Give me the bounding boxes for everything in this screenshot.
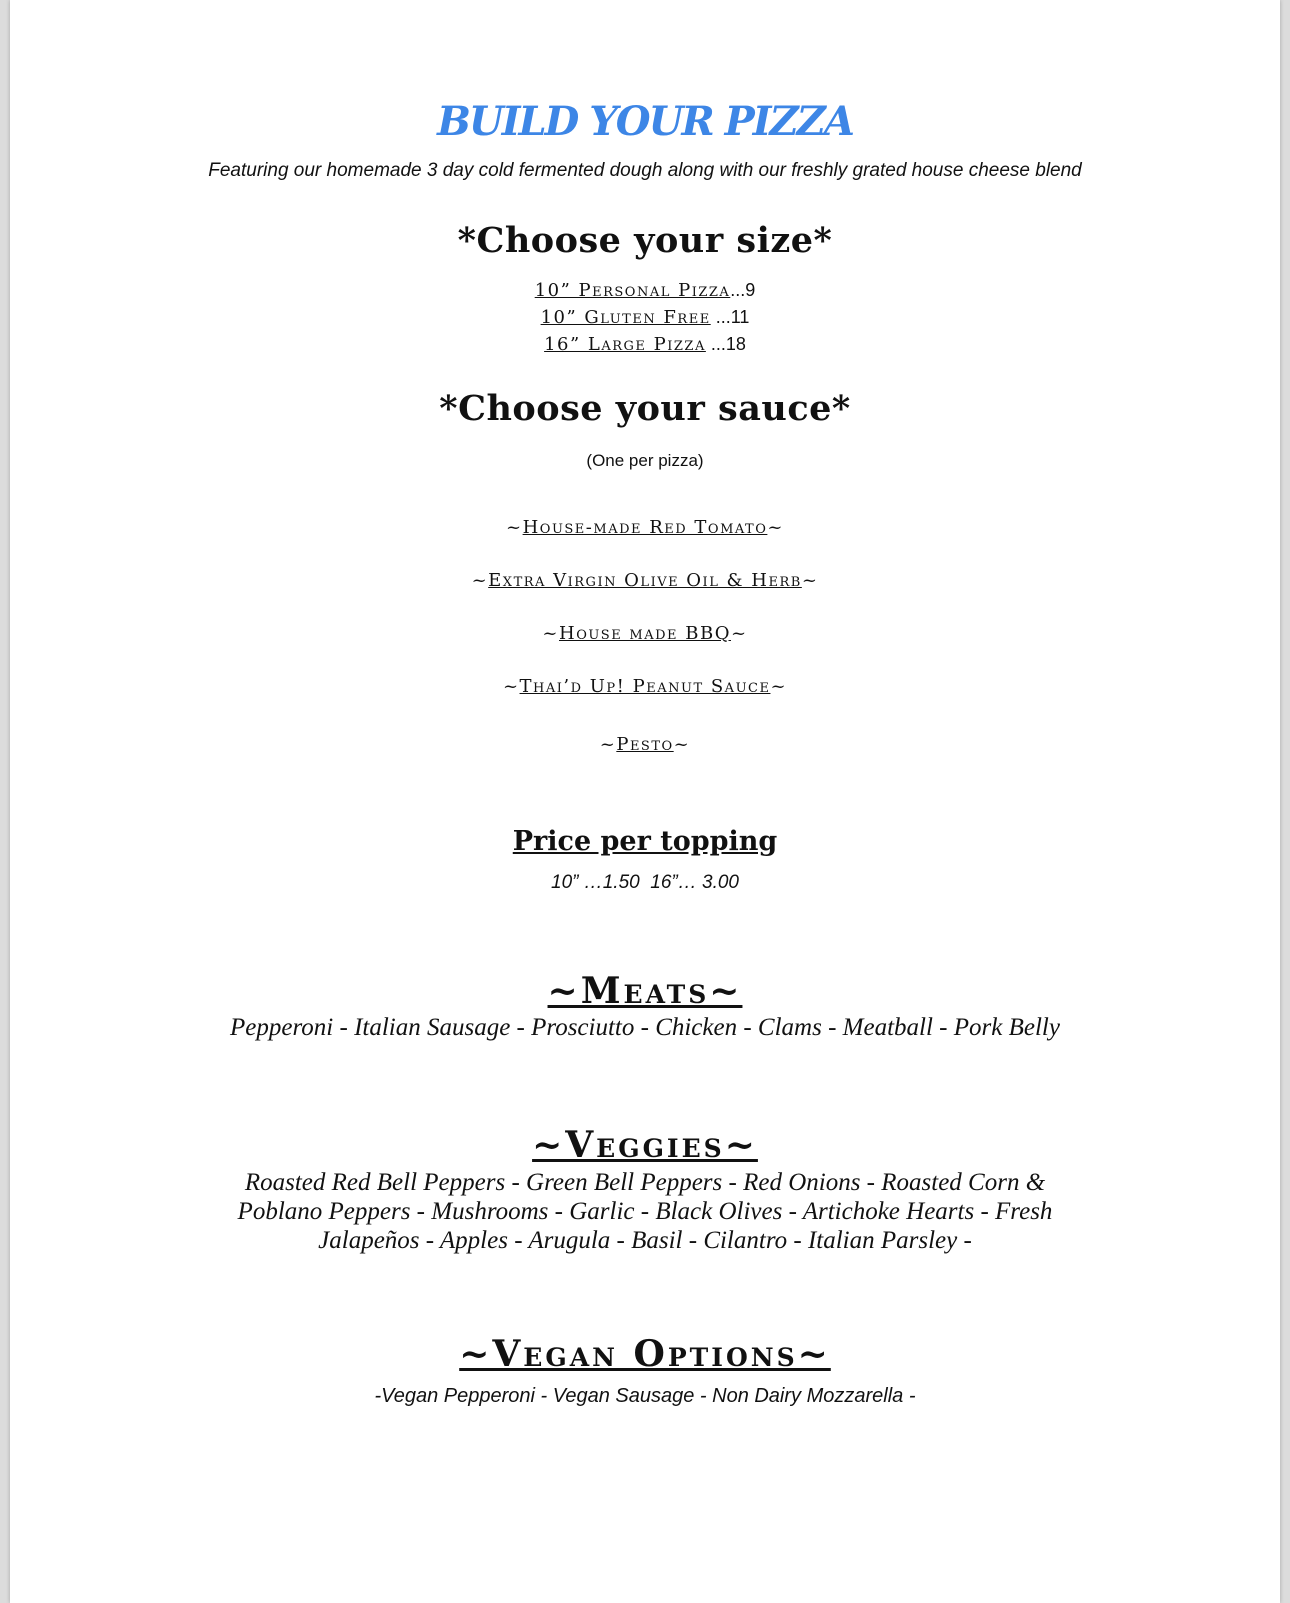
size-heading: *Choose your size* (457, 220, 833, 261)
sauce-item-name: Pesto (616, 734, 674, 755)
veggies-line: Poblano Peppers - Mushrooms - Garlic - Black Olives - Artichoke Hearts - Fresh (237, 1198, 1053, 1225)
sauce-item: ~House made BBQ~ (542, 623, 748, 644)
page-subtitle: Featuring our homemade 3 day cold fermented dough along with our freshly grated house cheese blend (208, 160, 1082, 181)
size-list (10, 277, 1280, 358)
menu-page (10, 0, 1280, 1603)
veggies-line: Roasted Red Bell Peppers - Green Bell Peppers - Red Onions - Roasted Corn & (244, 1169, 1046, 1196)
vegan-list: -Vegan Pepperoni - Vegan Sausage - Non Dairy Mozzarella - (374, 1385, 916, 1407)
sauce-item: ~Pesto~ (599, 734, 691, 755)
meats-list: Pepperoni - Italian Sausage - Prosciutto - Chicken - Clams - Meatball - Pork Belly (230, 1014, 1060, 1041)
sauce-item-name: House made BBQ (559, 623, 731, 644)
sauce-item: ~Extra Virgin Olive Oil & Herb~ (471, 570, 819, 591)
size-item-price: ...11 (710, 307, 750, 327)
size-item-name: 10” Gluten Free (540, 307, 711, 328)
size-item-price: ...9 (730, 280, 756, 300)
topping-price-heading: Price per topping (512, 826, 778, 857)
veggies-list (10, 1168, 1280, 1255)
meats-heading: ~Meats~ (547, 970, 743, 1012)
sauce-item-name: House-made Red Tomato (522, 517, 768, 538)
topping-price-line: 10” …1.50 16”… 3.00 (551, 872, 739, 893)
size-item-name: 10” Personal Pizza (534, 280, 731, 301)
sauce-note: (One per pizza) (586, 451, 704, 470)
size-item (10, 304, 1280, 331)
sauce-heading: *Choose your sauce* (439, 388, 851, 429)
veggies-line: Jalapeños - Apples - Arugula - Basil - Cilantro - Italian Parsley - (318, 1227, 972, 1254)
size-item (10, 277, 1280, 304)
sauce-item: ~House-made Red Tomato~ (506, 517, 784, 538)
vegan-heading: ~Vegan Options~ (459, 1333, 831, 1375)
size-item-name: 16” Large Pizza (544, 334, 706, 355)
page-title: BUILD YOUR PIZZA (437, 98, 853, 145)
sauce-item: ~Thai’d Up! Peanut Sauce~ (502, 676, 788, 697)
size-item (10, 331, 1280, 358)
size-item-price: ...18 (705, 334, 746, 354)
sauce-item-name: Extra Virgin Olive Oil & Herb (488, 570, 802, 591)
veggies-heading: ~Veggies~ (532, 1124, 758, 1166)
sauce-item-name: Thai’d Up! Peanut Sauce (519, 676, 771, 697)
